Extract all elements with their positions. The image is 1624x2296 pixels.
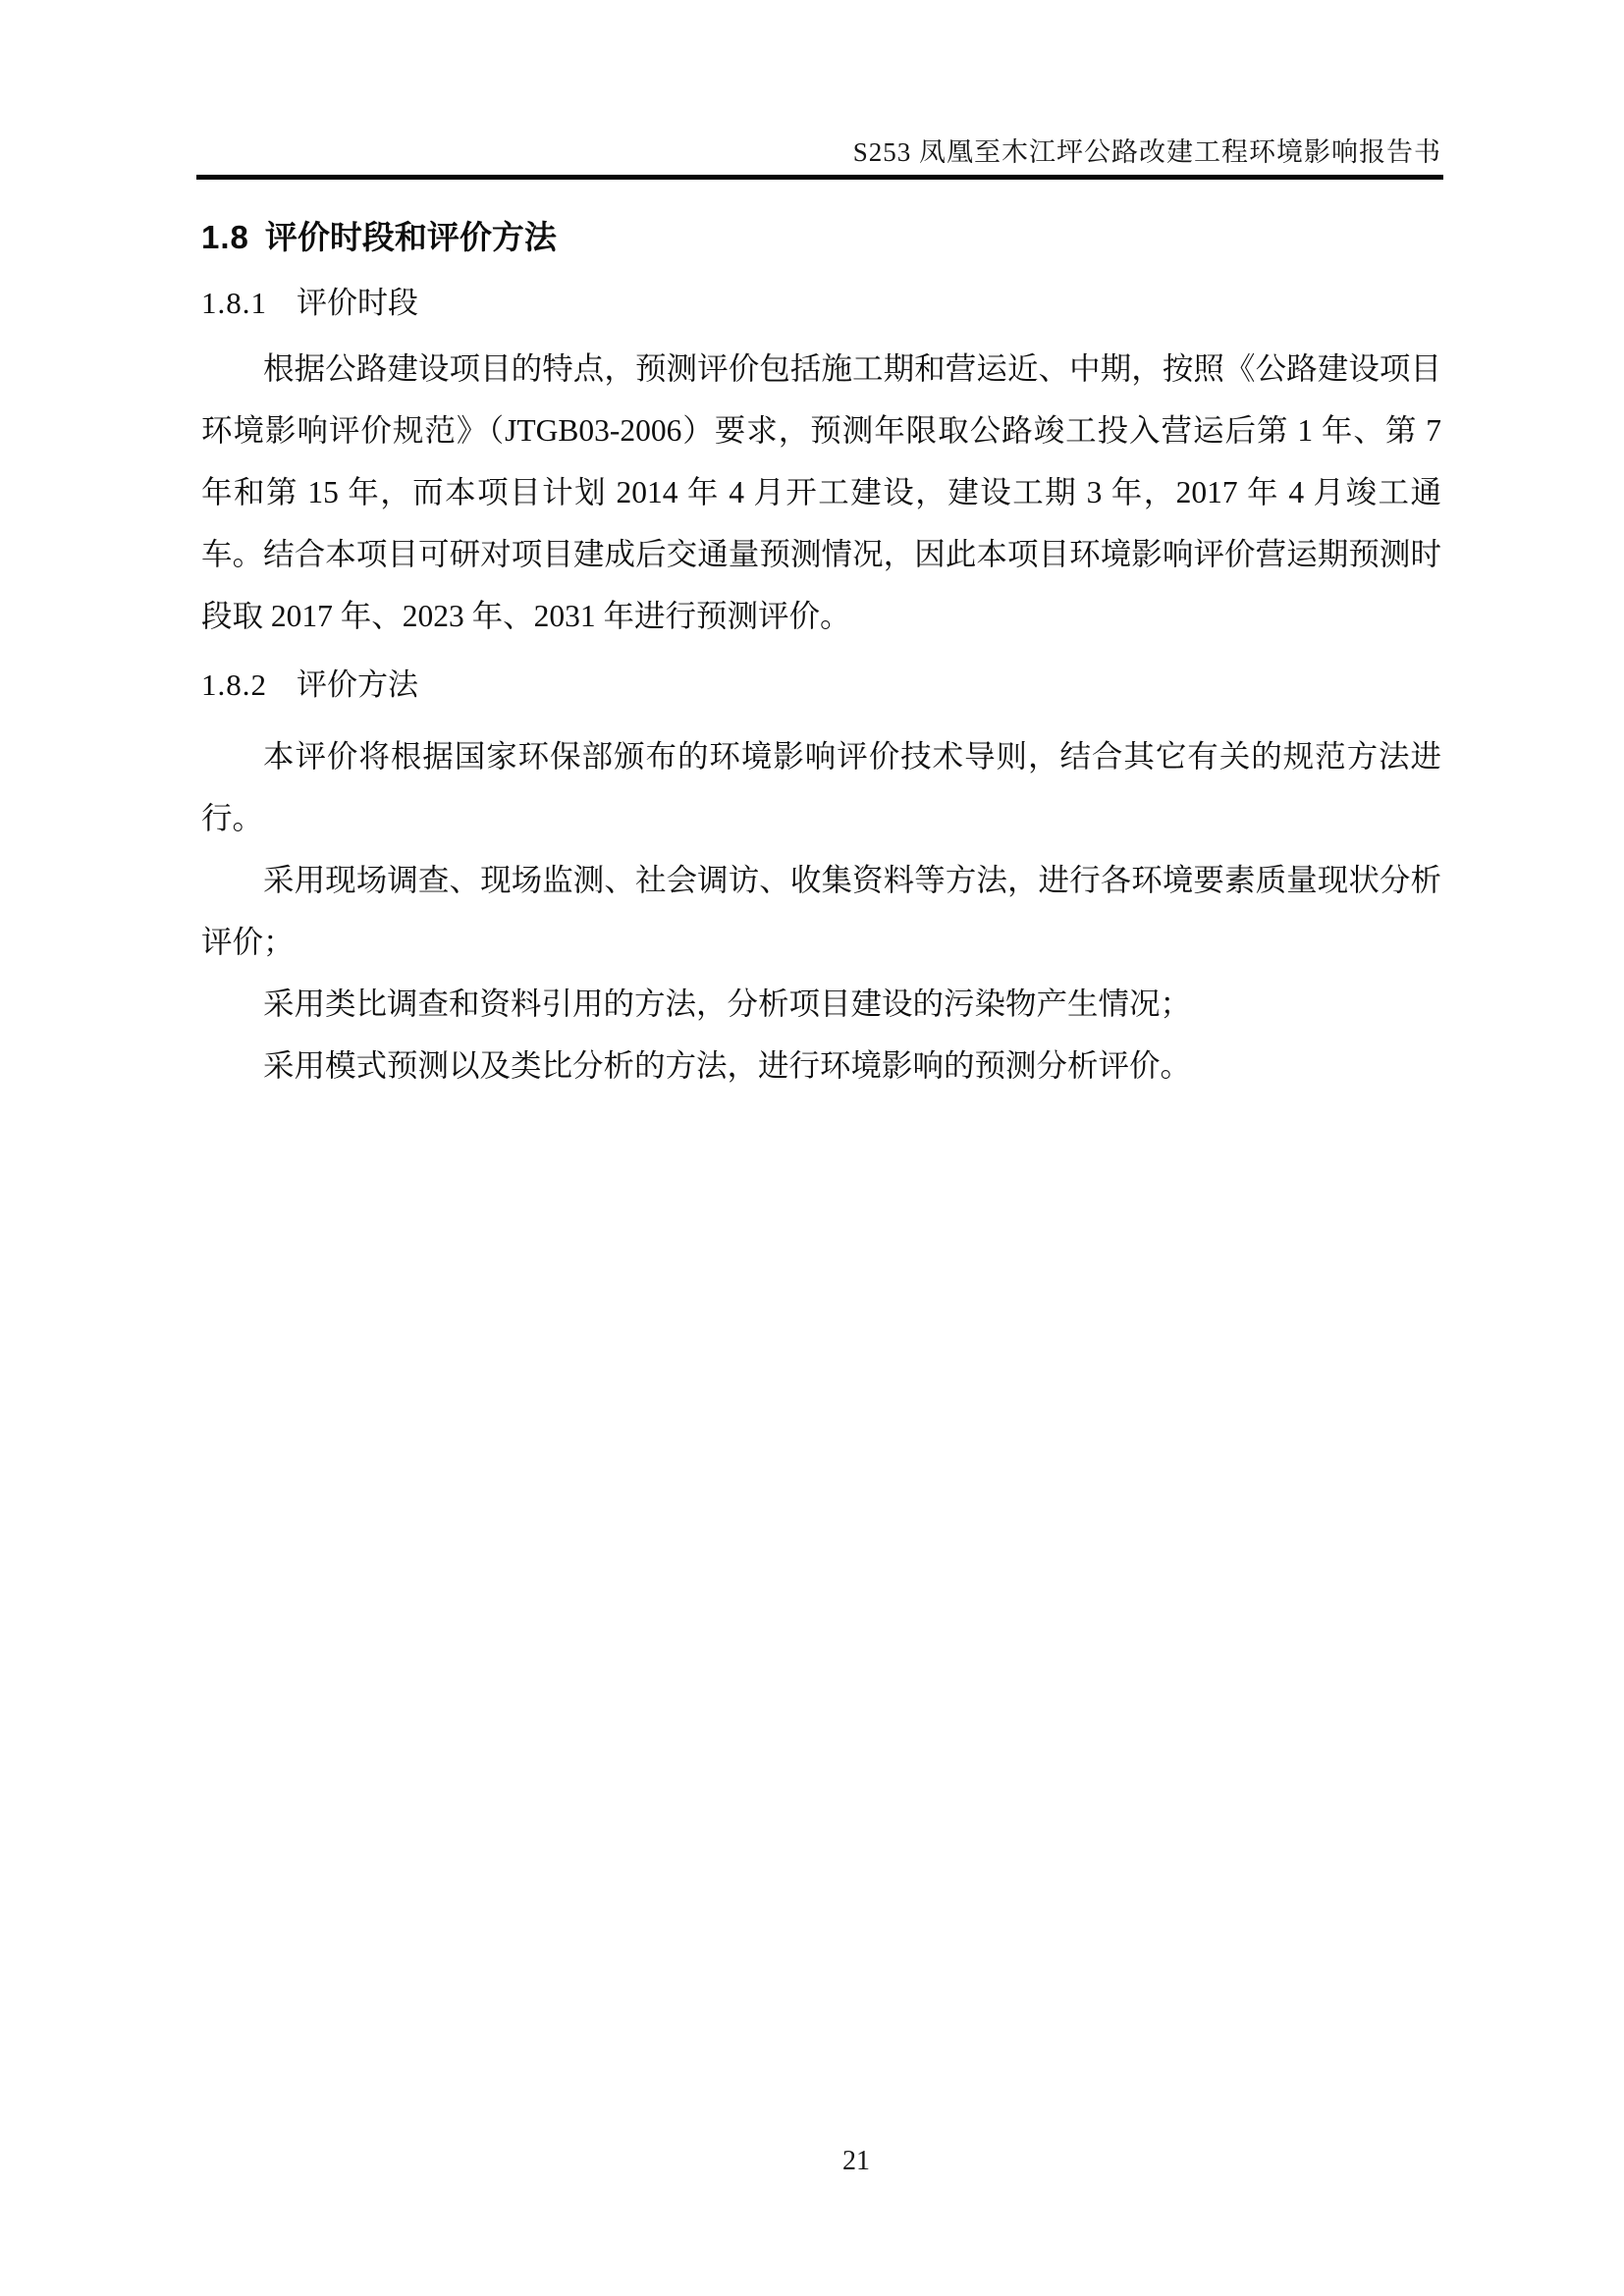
header-rule	[196, 175, 1443, 180]
section-heading-1-8-2	[201, 668, 1441, 702]
section-title: 评价方法	[297, 667, 418, 702]
page-content	[201, 218, 1441, 1096]
page-number: 21	[842, 2146, 870, 2176]
section-number: 1.8.1	[201, 286, 267, 320]
section-title: 评价时段	[297, 286, 418, 320]
running-header-title: S253 凤凰至木江坪公路改建工程环境影响报告书	[852, 137, 1441, 167]
paragraph-method-model: 采用模式预测以及类比分析的方法，进行环境影响的预测分析评价。	[263, 1048, 1192, 1083]
section-number: 1.8	[201, 219, 249, 255]
paragraph-evaluation-period: 根据公路建设项目的特点，预测评价包括施工期和营运近、中期，按照《公路建设项目环境影响评价规范》（JTGB03-2006）要求，预测年限取公路竣工投入营运后第 1 年、第 7 年和第 15 年，而本项目计划 2014 年 4 月开工建设，建设工期 3 年，2017 年 4 月竣工通车。结合本项目可研对项目建成后交通量预测情况，因此本项目环境影响评价营运期预测时段取 2017 年、2023 年、2031 年进行预测评价。	[201, 351, 1441, 633]
section-heading-1-8	[201, 218, 1441, 257]
section-heading-1-8-1	[201, 287, 1441, 320]
section-number: 1.8.2	[201, 667, 267, 702]
paragraph-method-survey: 采用现场调查、现场监测、社会调访、收集资料等方法，进行各环境要素质量现状分析评价；	[201, 863, 1441, 959]
paragraph-method-analogy: 采用类比调查和资料引用的方法，分析项目建设的污染物产生情况；	[263, 987, 1192, 1021]
paragraph-method-intro: 本评价将根据国家环保部颁布的环境影响评价技术导则，结合其它有关的规范方法进行。	[201, 739, 1441, 835]
section-title: 评价时段和评价方法	[264, 219, 557, 255]
